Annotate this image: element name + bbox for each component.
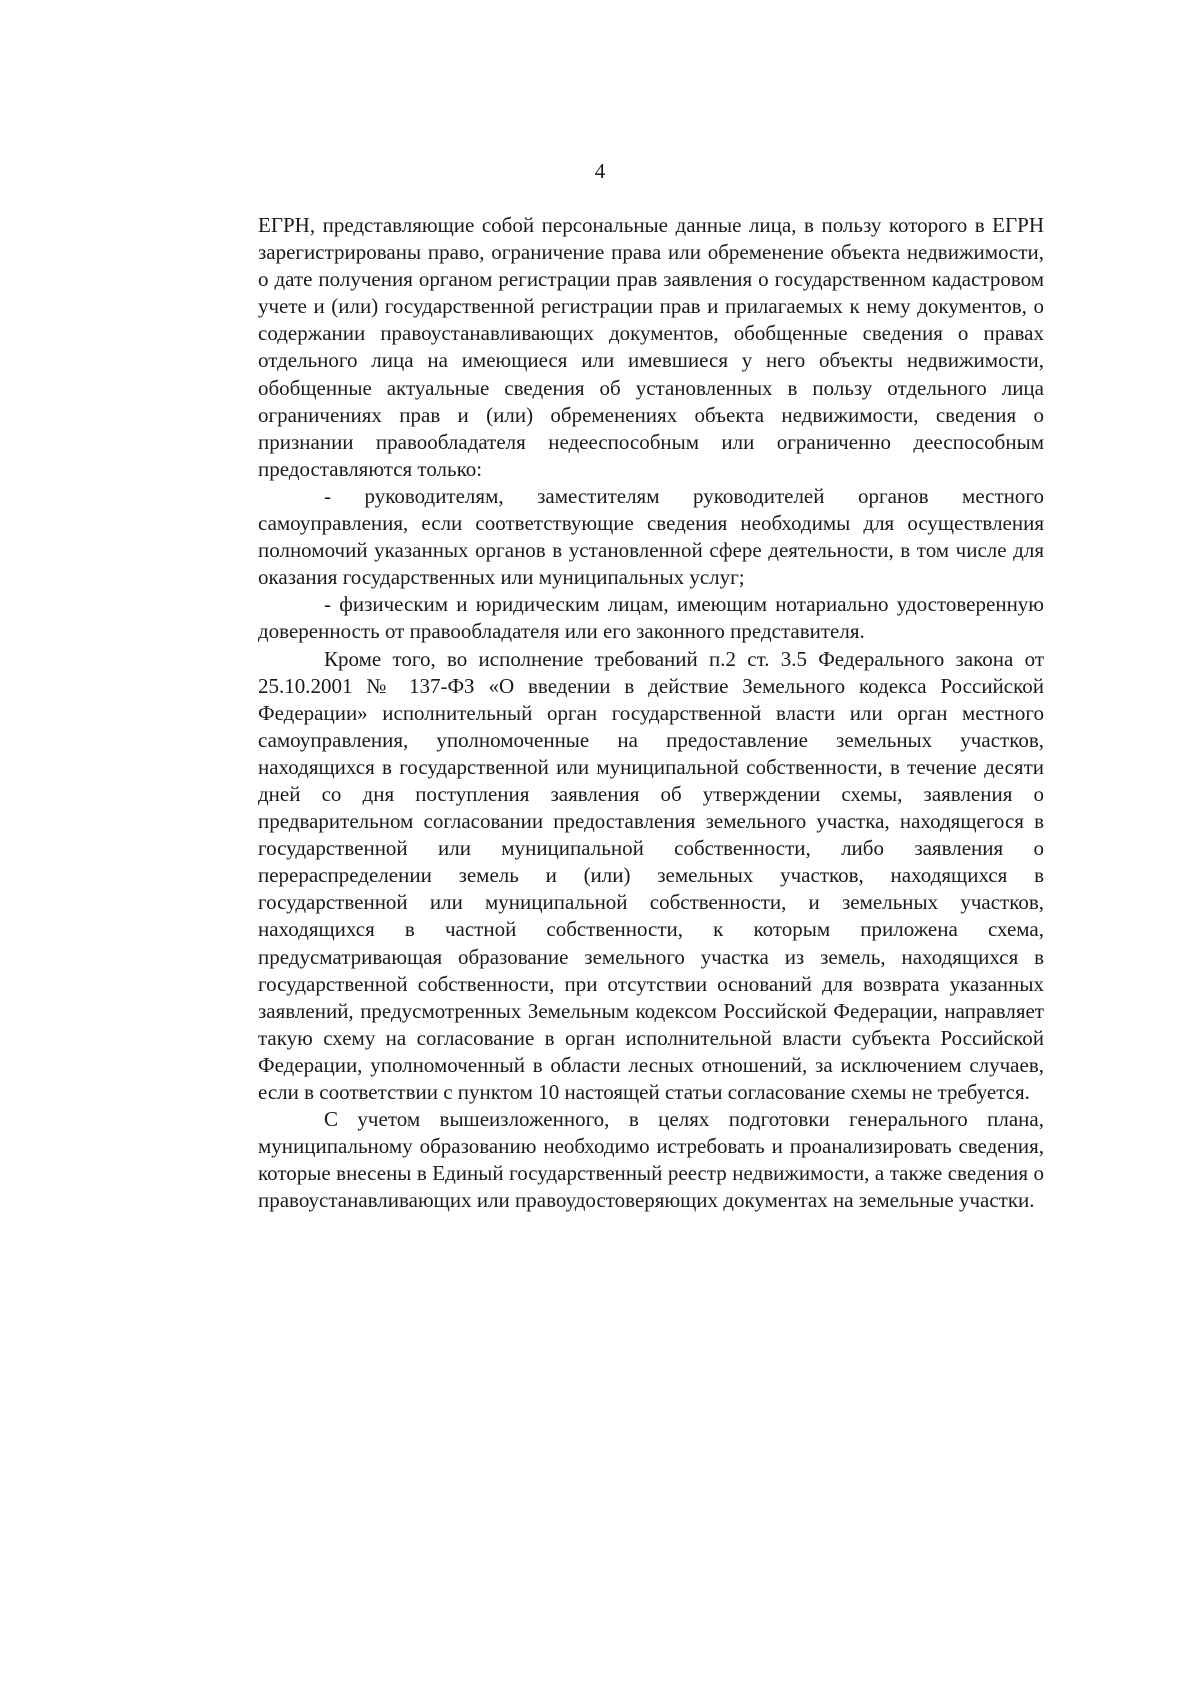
page-number: 4 (594, 159, 606, 183)
list-item-notarized-proxies: - физическим и юридическим лицам, имеющим нотариально удостоверенную доверенность от правообладателя или его законного представителя. (258, 592, 1044, 644)
list-item-local-government-heads: - руководителям, заместителям руководителей органов местного самоуправления, если соответствующие сведения необходимы для осуществления полномочий указанных органов в установленной сфере деятельности, в том числе для оказания государственных или муниципальных услуг; (258, 483, 1044, 590)
paragraph-conclusion: С учетом вышеизложенного, в целях подготовки генерального плана, муниципальному образованию необходимо истребовать и проанализировать сведения, которые внесены в Единый государственный реестр недвижимости, а также сведения о правоустанавливающих или правоудостоверяющих документах на земельные участки. (258, 1107, 1044, 1213)
paragraph-land-code-requirements: Кроме того, во исполнение требований п.2 ст. 3.5 Федерального закона от 25.10.2001 № 137-ФЗ «О введении в действие Земельного кодекса Российской Федерации» исполнительный орган государственной власти или орган местного самоуправления, уполномоченные на предоставление земельных участков, находящихся в государственной или муниципальной собственности, в течение десяти дней со дня поступления заявления об утверждении схемы, заявления о предварительном согласовании предоставления земельного участка, находящегося в государственной или муниципальной собственности, либо заявления о перераспределении земель и (или) земельных участков, находящихся в государственной или муниципальной собственности, и земельных участков, находящихся в частной собственности, к которым приложена схема, предусматривающая образование земельного участка из земель, находящихся в государственной собственности, при отсутствии оснований для возврата указанных заявлений, предусмотренных Земельным кодексом Российской Федерации, направляет такую схему на согласование в орган исполнительной власти субъекта Российской Федерации, уполномоченный в области лесных отношений, за исключением случаев, если в соответствии с пунктом 10 настоящей статьи согласование схемы не требуется. (258, 646, 1044, 1104)
document-body (258, 212, 1044, 1214)
paragraph-egrn-personal-data: ЕГРН, представляющие собой персональные данные лица, в пользу которого в ЕГРН зарегистрированы право, ограничение права или обременение объекта недвижимости, о дате получения органом регистрации прав заявления о государственном кадастровом учете и (или) государственной регистрации прав и прилагаемых к нему документов, о содержании правоустанавливающих документов, обобщенные сведения о правах отдельного лица на имеющиеся или имевшиеся у него объекты недвижимости, обобщенные актуальные сведения об установленных в пользу отдельного лица ограничениях прав и (или) обременениях объекта недвижимости, сведения о признании правообладателя недееспособным или ограниченно дееспособным предоставляются только: (258, 213, 1044, 481)
